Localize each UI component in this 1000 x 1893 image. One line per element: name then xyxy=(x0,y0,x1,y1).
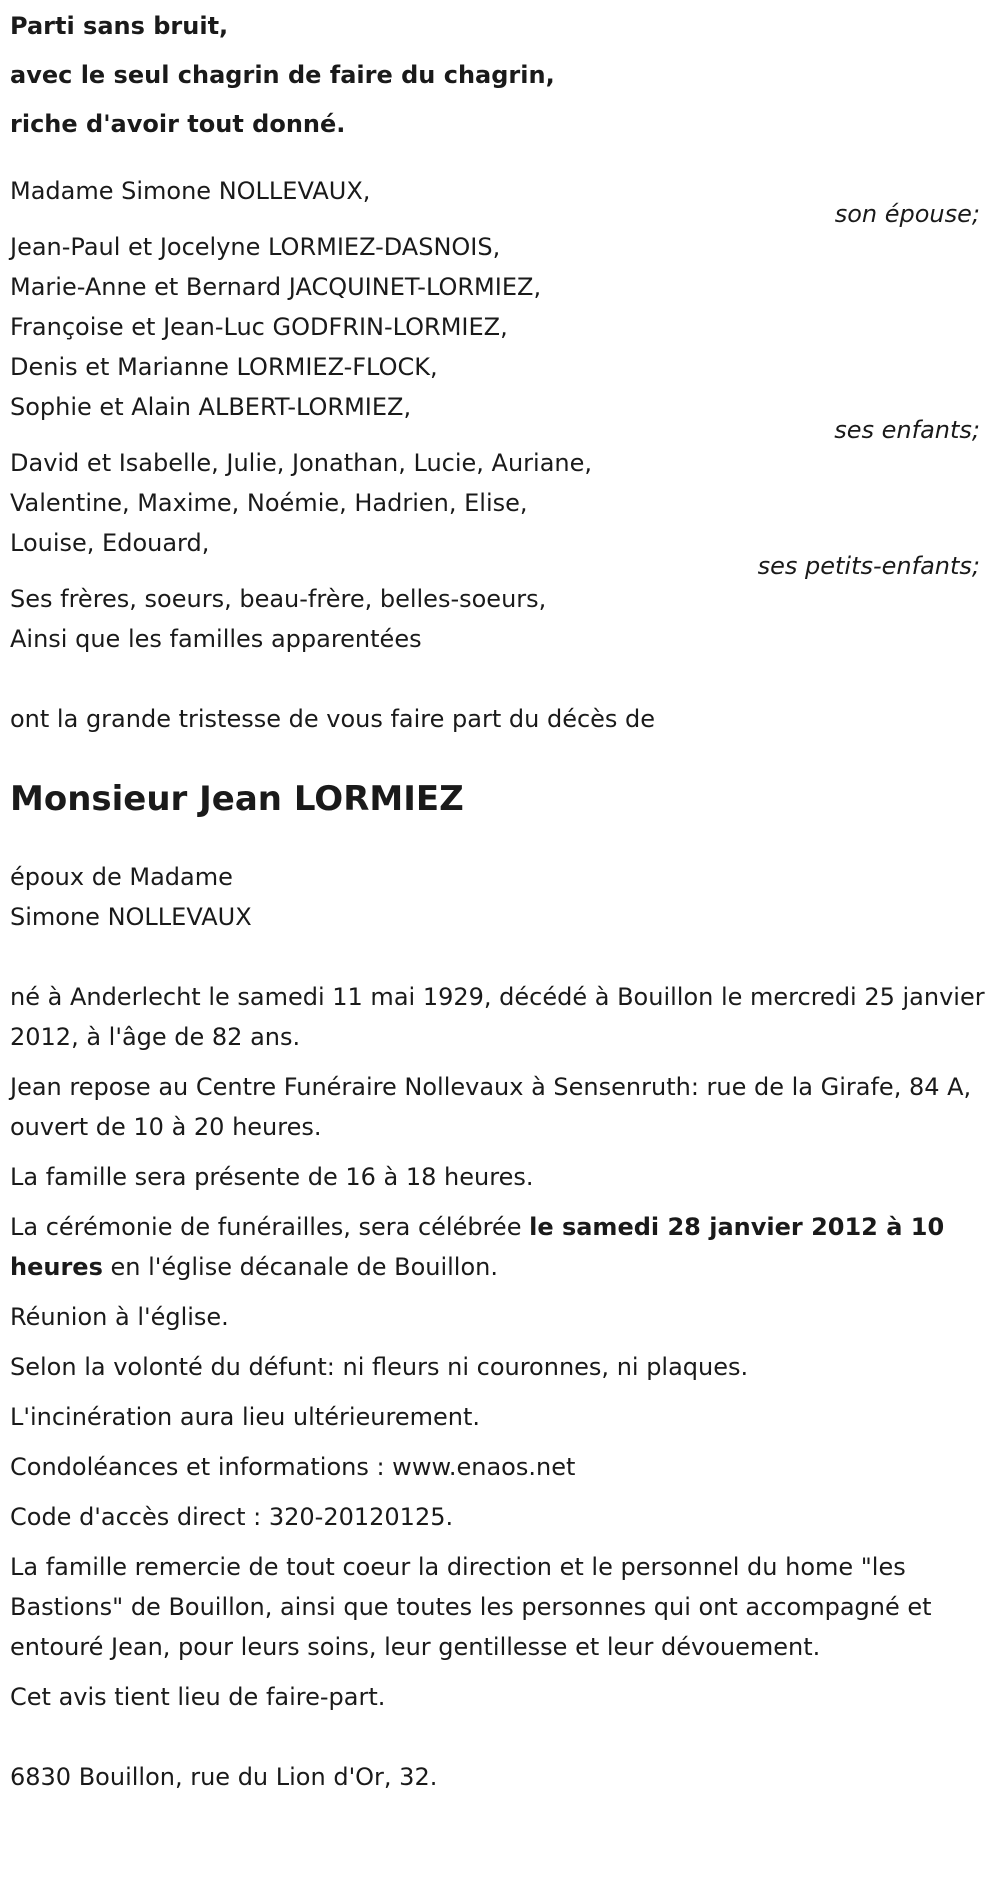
obituary-page xyxy=(0,2,1000,1893)
wishes-info: Selon la volonté du défunt: ni fleurs ni couronnes, ni plaques. xyxy=(10,1353,749,1381)
child-line: Françoise et Jean-Luc GODFRIN-LORMIEZ, xyxy=(10,313,508,341)
thanks-paragraph: La famille remercie de tout coeur la direction et le personnel du home "les Bastions" de Bouillon, ainsi que toutes les personnes qui ont accompagné et entouré Jean, pour leurs soins, leur gentillesse et leur dévouement. xyxy=(10,1553,932,1661)
repose-info: Jean repose au Centre Funéraire Nollevaux à Sensenruth: rue de la Girafe, 84 A, ouvert de 10 à 20 heures. xyxy=(10,1073,972,1141)
incineration-info: L'incinération aura lieu ultérieurement. xyxy=(10,1403,480,1431)
children-block xyxy=(10,227,1000,443)
child-line: Jean-Paul et Jocelyne LORMIEZ-DASNOIS, xyxy=(10,233,501,261)
spouse-of-line: Simone NOLLEVAUX xyxy=(10,903,252,931)
epigraph-line: avec le seul chagrin de faire du chagrin, xyxy=(10,61,555,89)
announcement: ont la grande tristesse de vous faire part du décès de xyxy=(10,705,656,733)
condolences-info: Condoléances et informations : www.enaos.net xyxy=(10,1453,576,1481)
spouse-role: son épouse; xyxy=(834,200,980,228)
ceremony-date: le samedi 28 janvier 2012 à 10 heures xyxy=(10,1213,945,1281)
birth-death: né à Anderlecht le samedi 11 mai 1929, décédé à Bouillon le mercredi 25 janvier 2012, à l'âge de 82 ans. xyxy=(10,983,985,1051)
grandchild-line: Valentine, Maxime, Noémie, Hadrien, Elise, xyxy=(10,489,528,517)
child-line: Sophie et Alain ALBERT-LORMIEZ, xyxy=(10,393,412,421)
epigraph xyxy=(10,2,1000,149)
others-line: Ses frères, soeurs, beau-frère, belles-soeurs, xyxy=(10,585,547,613)
others-line: Ainsi que les familles apparentées xyxy=(10,625,422,653)
spouse-line: Madame Simone NOLLEVAUX, xyxy=(10,177,371,205)
spouse-of-line: époux de Madame xyxy=(10,863,233,891)
grandchildren-block xyxy=(10,443,1000,579)
address: 6830 Bouillon, rue du Lion d'Or, 32. xyxy=(10,1763,438,1791)
grandchild-line: Louise, Edouard, xyxy=(10,529,210,557)
child-line: Denis et Marianne LORMIEZ-FLOCK, xyxy=(10,353,438,381)
children-role: ses enfants; xyxy=(834,416,980,444)
ceremony-text: La cérémonie de funérailles, sera célébrée xyxy=(10,1213,530,1241)
reunion-info: Réunion à l'église. xyxy=(10,1303,229,1331)
ceremony-info xyxy=(10,1207,1000,1287)
notice-text: Cet avis tient lieu de faire-part. xyxy=(10,1683,386,1711)
spouse-of-block xyxy=(10,857,1000,937)
spouse-block xyxy=(10,171,1000,227)
epigraph-line: riche d'avoir tout donné. xyxy=(10,110,346,138)
family-present: La famille sera présente de 16 à 18 heures. xyxy=(10,1163,534,1191)
grandchild-line: David et Isabelle, Julie, Jonathan, Lucie, Auriane, xyxy=(10,449,593,477)
child-line: Marie-Anne et Bernard JACQUINET-LORMIEZ, xyxy=(10,273,542,301)
grandchildren-role: ses petits-enfants; xyxy=(757,552,980,580)
ceremony-place: en l'église décanale de Bouillon. xyxy=(102,1253,498,1281)
access-code: Code d'accès direct : 320-20120125. xyxy=(10,1503,454,1531)
deceased-name: Monsieur Jean LORMIEZ xyxy=(10,779,464,819)
others-block xyxy=(10,579,1000,659)
epigraph-line: Parti sans bruit, xyxy=(10,12,229,40)
